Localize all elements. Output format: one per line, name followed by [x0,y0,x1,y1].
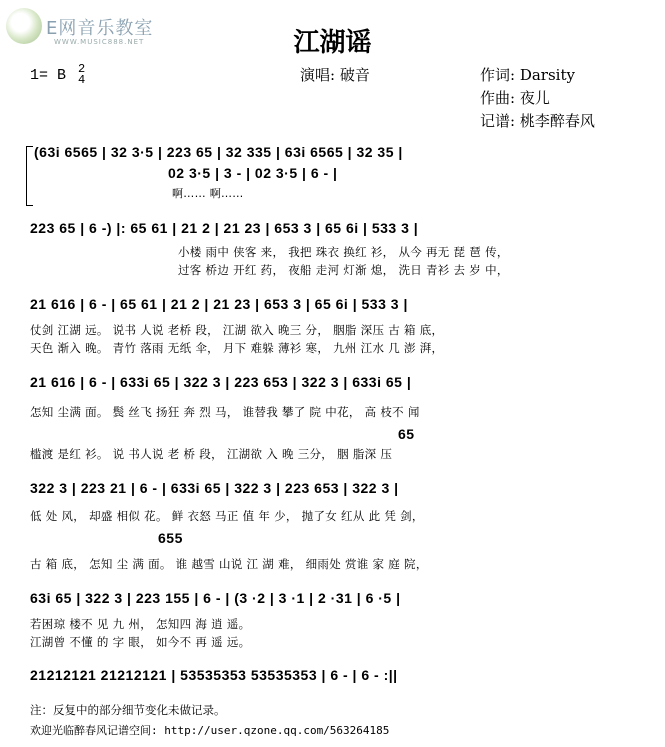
notation-row-1-lower: 02 3·5 | 3 - | 02 3·5 | 6 - | [168,165,338,181]
composer: 作曲: 夜儿 [480,89,550,107]
lyric-row-6b: 江湖曾 不懂 的 字 眼， 如今不 再 遥 远。 [30,635,251,649]
notation-row-5: 322 3 | 223 21 | 6 - | 633i 65 | 322 3 | 223 653 | 322 3 | [30,480,399,496]
key-signature [30,64,85,86]
notation-row-5-extra: 655 [158,530,183,546]
notation-row-6: 63i 65 | 322 3 | 223 155 | 6 - | (3 ·2 | 3 ·1 | 2 ·31 | 6 ·5 | [30,590,401,606]
notation-row-4: 21 616 | 6 - | 633i 65 | 322 3 | 223 653 | 322 3 | 633i 65 | [30,374,412,390]
time-numerator: 2 [78,62,86,76]
logo-url: WWW.MUSIC888.NET [54,38,145,46]
lyric-row-1: 啊…… 啊…… [172,187,244,200]
lyric-row-4b: 槛渡 是红 衫。 说 书人说 老 桥 段， 江湖欲 入 晚 三分， 胭 脂深 压 [30,447,393,461]
system-brace [26,146,33,206]
notation-row-7: 21212121 21212121 | 53535353 53535353 | 6 - | 6 - :|| [30,667,398,683]
lyric-row-3a: 仗剑 江湖 远。 说书 人说 老桥 段， 江湖 欲入 晚三 分， 胭脂 深压 古 箱 底， [30,323,444,337]
lyric-row-5a: 低 处 风， 却盛 相似 花。 鲜 衣怒 马正 值 年 少， 抛了女 红从 此 凭 剑， [30,509,424,523]
notation-row-2: 223 65 | 6 -) |: 65 61 | 21 2 | 21 23 | 653 3 | 65 6i | 533 3 | [30,220,419,236]
lyric-row-2b: 过客 桥边 开红 药， 夜船 走河 灯渐 熄， 洗日 青衫 去 岁 中， [178,263,509,277]
lyric-row-2a: 小楼 雨中 侠客 来， 我把 珠衣 换红 衫， 从今 再无 琵 琶 传， [178,245,509,259]
time-denominator: 4 [78,73,86,87]
footer-welcome: 欢迎光临醉春风记谱空间: http://user.qzone.qq.com/563264185 [30,724,390,737]
song-title: 江湖谣 [293,28,372,58]
transcriber: 记谱: 桃李醉春风 [480,112,595,130]
logo-text: E网音乐教室 [46,18,154,39]
notation-row-1: (63i 6565 | 32 3·5 | 223 65 | 32 335 | 63i 6565 | 32 35 | [34,144,403,160]
time-signature [78,64,85,86]
footer-note: 注：反复中的部分细节变化未做记录。 [30,703,226,717]
lyric-row-3b: 天色 渐入 晚。 青竹 落雨 无纸 伞， 月下 难躲 薄衫 寒， 九州 江水 几 澎 湃， [30,341,444,355]
lyricist: 作词: Darsity [480,66,575,84]
lyric-row-6a: 若困琼 楼不 见 九 州， 怎知四 海 逍 遥。 [30,617,251,631]
key-label: 1= B [30,66,67,84]
notation-row-3: 21 616 | 6 - | 65 61 | 21 2 | 21 23 | 653 3 | 65 6i | 533 3 | [30,296,408,312]
notation-row-4-extra: 65 [398,426,415,442]
lyric-row-4a: 怎知 尘满 面。 鬓 丝飞 扬狂 奔 烈 马， 谁替我 攀了 院 中花， 高 枝不 闻 [30,405,420,419]
singer: 演唱: 破音 [300,66,370,84]
lyric-row-5b: 古 箱 底， 怎知 尘 满 面。 谁 越雪 山说 江 湖 难， 细雨处 赏谁 家 庭 院， [30,557,428,571]
